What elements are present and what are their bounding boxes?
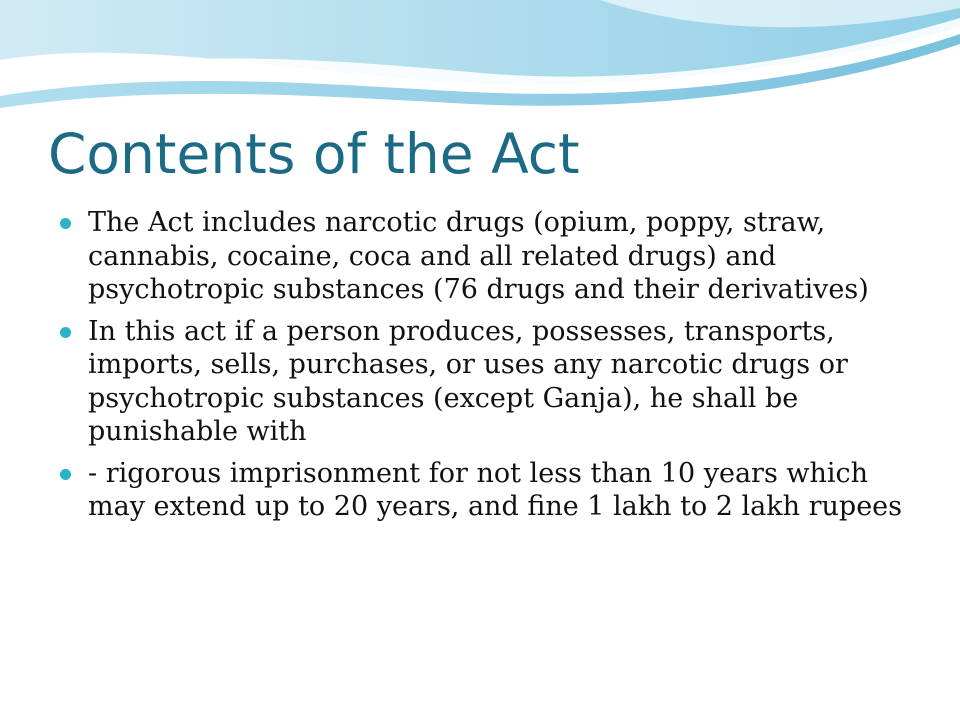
bullet-item bbox=[60, 315, 910, 449]
bullet-list bbox=[60, 206, 910, 532]
bullet-text: - rigorous imprisonment for not less than 10 years which may extend up to 20 years, and fine 1 lakh to 2 lakh rupees bbox=[88, 457, 903, 522]
bullet-dot-icon bbox=[60, 218, 71, 229]
slide-title: Contents of the Act bbox=[48, 122, 580, 186]
bullet-item bbox=[60, 206, 910, 307]
bullet-item bbox=[60, 457, 910, 524]
bullet-dot-icon bbox=[60, 469, 71, 480]
bullet-dot-icon bbox=[60, 327, 71, 338]
bullet-text: In this act if a person produces, possesses, transports, imports, sells, purchases, or uses any narcotic drugs or psychotropic substances (except Ganja), he shall be punishable with bbox=[88, 315, 848, 447]
header-wave-decoration bbox=[0, 0, 960, 130]
bullet-text: The Act includes narcotic drugs (opium, poppy, straw, cannabis, cocaine, coca and all related drugs) and psychotropic substances (76 drugs and their derivatives) bbox=[88, 207, 869, 305]
